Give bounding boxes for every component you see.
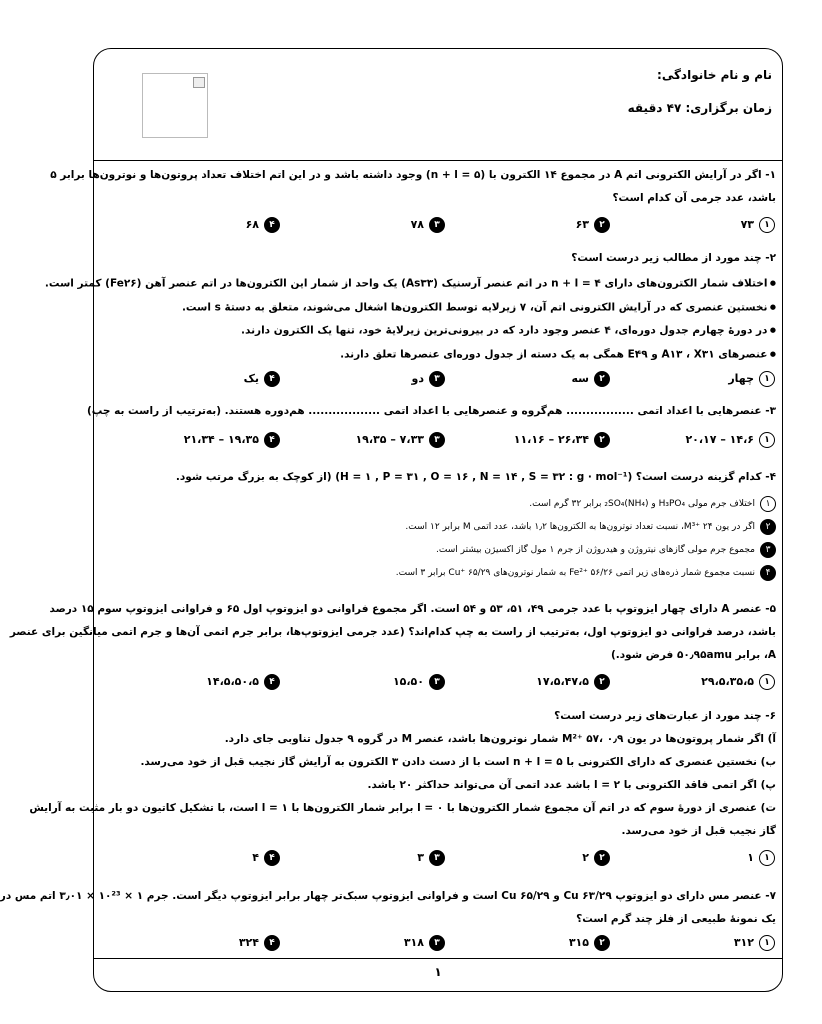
options-q1 [115, 217, 775, 237]
question-4 [98, 466, 776, 489]
option-number: ۴ [264, 432, 280, 448]
option[interactable]: ۳۱۵،۵۰ [393, 674, 445, 690]
divider [93, 160, 783, 161]
option-number: ۲ [760, 519, 776, 535]
question-7 [0, 885, 776, 931]
question-text: باشد، عدد جرمی آن کدام است؟ [612, 192, 776, 204]
question-text: ۳- عنصرهایی با اعداد اتمی ................. هم‌گروه و عنصرهایی با اعداد اتمی .................. هم‌دوره هستند. (به‌ترتیب از راست به چپ) [86, 405, 776, 417]
option-number: ۱ [759, 432, 775, 448]
options-q3 [115, 432, 775, 452]
option[interactable]: ۱۱ [747, 850, 775, 866]
option[interactable]: ۳مجموع جرم مولی گازهای نیتروژن و هیدروژن از جرم ۱ مول گاز اکسیژن بیشتر است. [98, 539, 776, 562]
option[interactable]: ۴۱۹،۳۵ – ۲۱،۳۴ [184, 432, 280, 448]
option[interactable]: ۲۲ [582, 850, 610, 866]
option[interactable]: ۱۱۴،۶ – ۲۰،۱۷ [685, 432, 775, 448]
question-2 [98, 247, 776, 270]
question-text: ۷- عنصر مس دارای دو ایزوتوپ Cu ۶۳/۲۹ و Cu ۶۵/۲۹ است و فراوانی ایزوتوپ سبک‌تر چهار برابر ایزوتوپ دیگر است. جرم ۱ × ۱۰²³ × ۳٫۰۱ اتم مس در [0, 890, 776, 902]
broken-image-icon [193, 77, 205, 88]
statement: ● عنصرهای A۱۳ ، X۳۱ و E۴۹ همگی به یک دسته از جدول دوره‌ای عنصرها تعلق دارند. [98, 343, 776, 367]
sub-options-q4 [98, 493, 776, 585]
option-number: ۴ [264, 850, 280, 866]
option[interactable]: ۲سه [572, 371, 611, 387]
option[interactable]: ۱۳۱۲ [734, 935, 775, 951]
question-1 [50, 164, 776, 210]
divider [93, 958, 783, 959]
option-number: ۳ [429, 432, 445, 448]
statement: ● نخستین عنصری که در آرایش الکترونی اتم آن، ۷ زیرلایه توسط الکترون‌ها اشغال می‌شوند، متعلق به دستهٔ s است. [98, 296, 776, 320]
option-number: ۱ [759, 217, 775, 233]
option-number: ۳ [760, 542, 776, 558]
option[interactable]: ۳۷،۳۳ – ۱۹،۳۵ [355, 432, 445, 448]
option[interactable]: ۴۱۴،۵،۵۰،۵ [206, 674, 280, 690]
option-number: ۳ [429, 674, 445, 690]
question-text: ۶- چند مورد از عبارت‌های زیر درست است؟ [554, 710, 776, 722]
option[interactable]: ۴۴ [252, 850, 280, 866]
option-number: ۱ [760, 496, 776, 512]
question-text: باشد، درصد فراوانی دو ایزوتوپ اول، به‌ترتیب از راست به چپ کدام‌اند؟ (عدد جرمی ایزوتوپ‌ها، برابر جرم اتمی آن‌ها و جرم اتمی میانگین برای عنصر [9, 626, 776, 638]
option[interactable]: ۲۳۱۵ [569, 935, 610, 951]
options-q6 [115, 850, 775, 870]
question-text: ۴- کدام گزینه درست است؟ (H = ۱ , P = ۳۱ , O = ۱۶ , N = ۱۴ , S = ۳۲ : g · mol⁻¹) (از کوچک به بزرگ مرتب شود. [175, 471, 776, 483]
statement-list [44, 272, 776, 366]
option-number: ۲ [594, 850, 610, 866]
option-number: ۲ [594, 217, 610, 233]
option-number: ۳ [429, 371, 445, 387]
option-number: ۴ [264, 217, 280, 233]
option[interactable]: ۳۳۱۸ [404, 935, 445, 951]
student-name-label: نام و نام خانوادگی: [657, 68, 772, 82]
option[interactable]: ۴یک [244, 371, 280, 387]
option-number: ۴ [264, 935, 280, 951]
options-q7 [115, 935, 775, 955]
options-q2 [115, 371, 775, 391]
question-5 [9, 598, 776, 667]
option-number: ۲ [594, 674, 610, 690]
option[interactable]: ۳۳ [417, 850, 445, 866]
option[interactable]: ۳دو [412, 371, 445, 387]
option[interactable]: ۲۱۷،۵،۴۷،۵ [536, 674, 610, 690]
option[interactable]: ۱۲۹،۵،۳۵،۵ [701, 674, 775, 690]
statement: آ) اگر شمار پروتون‌ها در یون M²⁺ ۵۷، ۰٫۹ شمار نوترون‌ها باشد، عنصر M در گروه ۹ جدول تناوبی جای دارد. [224, 733, 776, 745]
statement: ● اختلاف شمار الکترون‌های دارای n + l = ۴ در اتم عنصر آرسنیک (As۳۳) یک واحد از شمار این الکترون‌ها در اتم عنصر آهن (Fe۲۶) کمتر است. [98, 272, 776, 296]
option[interactable]: ۴۳۲۴ [239, 935, 280, 951]
option[interactable]: ۱چهار [728, 371, 775, 387]
option-number: ۲ [594, 432, 610, 448]
option-number: ۳ [429, 217, 445, 233]
option-number: ۱ [759, 935, 775, 951]
option[interactable]: ۱۷۳ [741, 217, 775, 233]
question-text: ۲- چند مورد از مطالب زیر درست است؟ [571, 252, 776, 264]
option-number: ۲ [594, 371, 610, 387]
question-3 [86, 400, 776, 423]
option-number: ۱ [759, 850, 775, 866]
option-number: ۳ [429, 850, 445, 866]
option-number: ۳ [429, 935, 445, 951]
option-number: ۱ [759, 371, 775, 387]
option[interactable]: ۴۶۸ [246, 217, 280, 233]
option-number: ۱ [759, 674, 775, 690]
option-number: ۴ [760, 565, 776, 581]
option-number: ۴ [264, 371, 280, 387]
exam-duration: زمان برگزاری: ۴۷ دقیقه [627, 101, 772, 115]
options-q5 [115, 674, 775, 694]
question-6 [29, 705, 776, 843]
logo-image [142, 73, 208, 138]
statement: ت) عنصری از دورهٔ سوم که در اتم آن مجموع شمار الکترون‌ها با l = ۰ برابر شمار الکترون‌ها با l = ۱ است، با تشکیل کاتیون دو بار مثبت به آرایش [29, 802, 776, 814]
option[interactable]: ۳۷۸ [411, 217, 445, 233]
statement: ب) نخستین عنصری که دارای الکترونی با n + l = ۵ است با از دست دادن ۳ الکترون به آرایش گاز نجیب قبل از خود می‌رسد. [140, 756, 776, 768]
option[interactable]: ۱اختلاف جرم مولی H₃PO₄ و (NH₄)₂SO₄ برابر ۳۲ گرم است. [98, 493, 776, 516]
statement: گاز نجیب قبل از خود می‌رسد. [621, 825, 776, 837]
option[interactable]: ۲اگر در یون M³⁺ ۲۴، نسبت تعداد نوترون‌ها به الکترون‌ها ۱٫۲ باشد، عدد اتمی M برابر ۱۲ است. [98, 516, 776, 539]
option[interactable]: ۲۲۶،۳۴ – ۱۱،۱۶ [514, 432, 610, 448]
question-text: ۵- عنصر A دارای چهار ایزوتوپ با عدد جرمی ۴۹، ۵۱، ۵۳ و ۵۴ است. اگر مجموع فراوانی دو ایزوتوپ اول ۶۵ و فراوانی ایزوتوپ سوم ۱۵ درصد [49, 603, 776, 615]
option[interactable]: ۴نسبت مجموع شمار ذره‌های زیر اتمی Fe²⁺ ۵۶/۲۶ به شمار نوترون‌های Cu⁺ ۶۵/۲۹ برابر ۳ است. [98, 562, 776, 585]
question-text: یک نمونهٔ طبیعی از فلز چند گرم است؟ [576, 913, 776, 925]
option[interactable]: ۲۶۳ [576, 217, 610, 233]
option-number: ۴ [264, 674, 280, 690]
statement: ● در دورهٔ چهارم جدول دوره‌ای، ۴ عنصر وجود دارد که در بیرونی‌ترین زیرلایهٔ خود، تنها یک الکترون دارند. [98, 319, 776, 343]
question-text: ۱- اگر در آرایش الکترونی اتم A در مجموع ۱۴ الکترون با (n + l = ۵) وجود داشته باشد و در این اتم اختلاف تعداد پروتون‌ها و نوترون‌ها برابر ۵ [50, 169, 776, 181]
statement: پ) اگر اتمی فاقد الکترونی با l = ۲ باشد عدد اتمی آن می‌تواند حداکثر ۲۰ باشد. [367, 779, 776, 791]
question-text: A، برابر ۵۰٫۹۵amu فرض شود.) [611, 649, 776, 661]
option-number: ۲ [594, 935, 610, 951]
page-number: ۱ [434, 965, 442, 979]
